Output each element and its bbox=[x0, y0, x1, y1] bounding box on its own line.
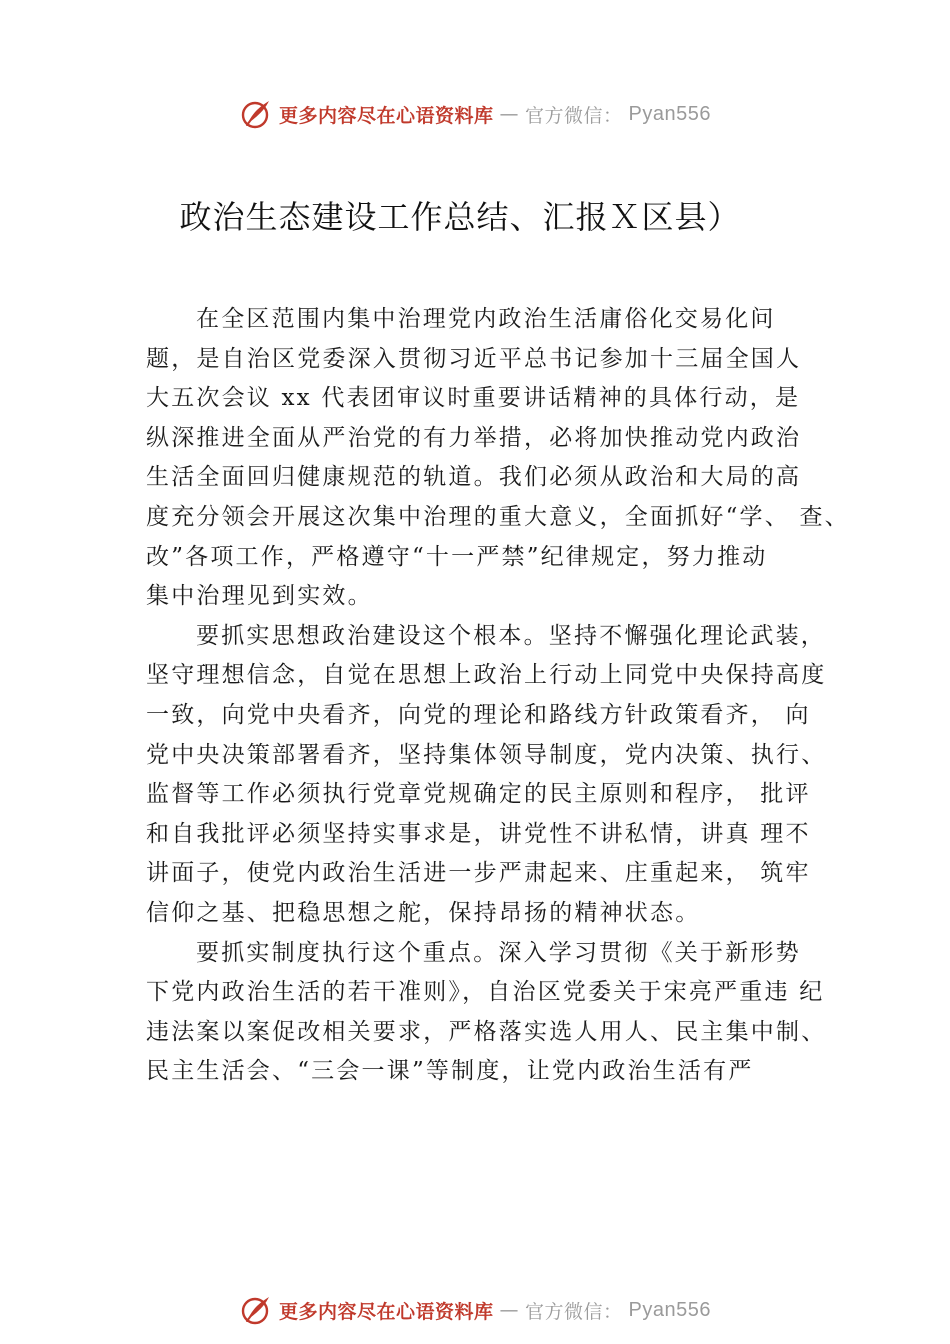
paragraph-2 bbox=[146, 617, 846, 934]
text-line: 改”各项工作，严格遵守“十一严禁”纪律规定，努力推动 bbox=[146, 543, 768, 570]
banner-separator: — bbox=[499, 1299, 520, 1321]
banner-wechat-label: 官方微信： bbox=[525, 1300, 623, 1323]
text-line: 题，是自治区党委深入贯彻习近平总书记参加十三届全国人 bbox=[146, 345, 802, 372]
text-line: 要抓实制度执行这个重点。深入学习贯彻《关于新形势 bbox=[196, 939, 801, 966]
text-line: 纵深推进全面从严治党的有力举措，必将加快推动党内政治 bbox=[146, 424, 802, 451]
text-line: 信仰之基、把稳思想之舵，保持昂扬的精神状态。 bbox=[146, 899, 701, 926]
banner-separator: — bbox=[499, 103, 520, 125]
footer-banner bbox=[0, 1290, 950, 1330]
header-banner bbox=[0, 94, 950, 134]
text-line: 坚守理想信念，自觉在思想上政治上行动上同党中央保持高度 bbox=[146, 662, 827, 689]
quill-logo-icon bbox=[239, 97, 273, 131]
text-line: 一致，向党中央看齐，向党的理论和路线方针政策看齐， 向 bbox=[146, 701, 811, 728]
text-line: 生活全面回归健康规范的轨道。我们必须从政治和大局的高 bbox=[146, 464, 802, 491]
banner-wechat-label: 官方微信： bbox=[525, 104, 623, 127]
paragraph-3 bbox=[146, 934, 846, 1092]
text-line: 要抓实思想政治建设这个根本。坚持不懈强化理论武装， bbox=[196, 622, 826, 649]
document-body bbox=[146, 300, 850, 1092]
quill-logo-icon bbox=[239, 1293, 273, 1327]
text-line: 党中央决策部署看齐，坚持集体领导制度，党内决策、执行、 bbox=[146, 741, 827, 768]
text-line: 讲面子，使党内政治生活进一步严肃起来、庄重起来， 筑牢 bbox=[146, 860, 811, 887]
banner-brand-text: 更多内容尽在心语资料库 bbox=[279, 104, 494, 127]
text-line: 违法案以案促改相关要求，严格落实选人用人、民主集中制、 bbox=[146, 1018, 827, 1045]
banner-brand-text: 更多内容尽在心语资料库 bbox=[279, 1300, 494, 1323]
paragraph-1 bbox=[146, 300, 850, 617]
text-line: 度充分领会开展这次集中治理的重大意义，全面抓好“学、 查、 bbox=[146, 503, 850, 530]
text-line: 大五次会议 xx 代表团审议时重要讲话精神的具体行动，是 bbox=[146, 385, 801, 412]
text-line: 下党内政治生活的若干准则》，自治区党委关于宋亮严重违 纪 bbox=[146, 979, 825, 1006]
document-title: 政治生态建设工作总结、汇报Ｘ区县） bbox=[179, 198, 741, 236]
banner-wechat-id: Pyan556 bbox=[628, 102, 711, 125]
text-line: 集中治理见到实效。 bbox=[146, 583, 373, 610]
banner-wechat-id: Pyan556 bbox=[628, 1298, 711, 1321]
text-line: 民主生活会、“三会一课”等制度，让党内政治生活有严 bbox=[146, 1058, 754, 1085]
text-line: 在全区范围内集中治理党内政治生活庸俗化交易化问 bbox=[196, 306, 776, 332]
text-line: 监督等工作必须执行党章党规确定的民主原则和程序， 批评 bbox=[146, 781, 811, 808]
text-line: 和自我批评必须坚持实事求是，讲党性不讲私情，讲真 理不 bbox=[146, 820, 811, 847]
